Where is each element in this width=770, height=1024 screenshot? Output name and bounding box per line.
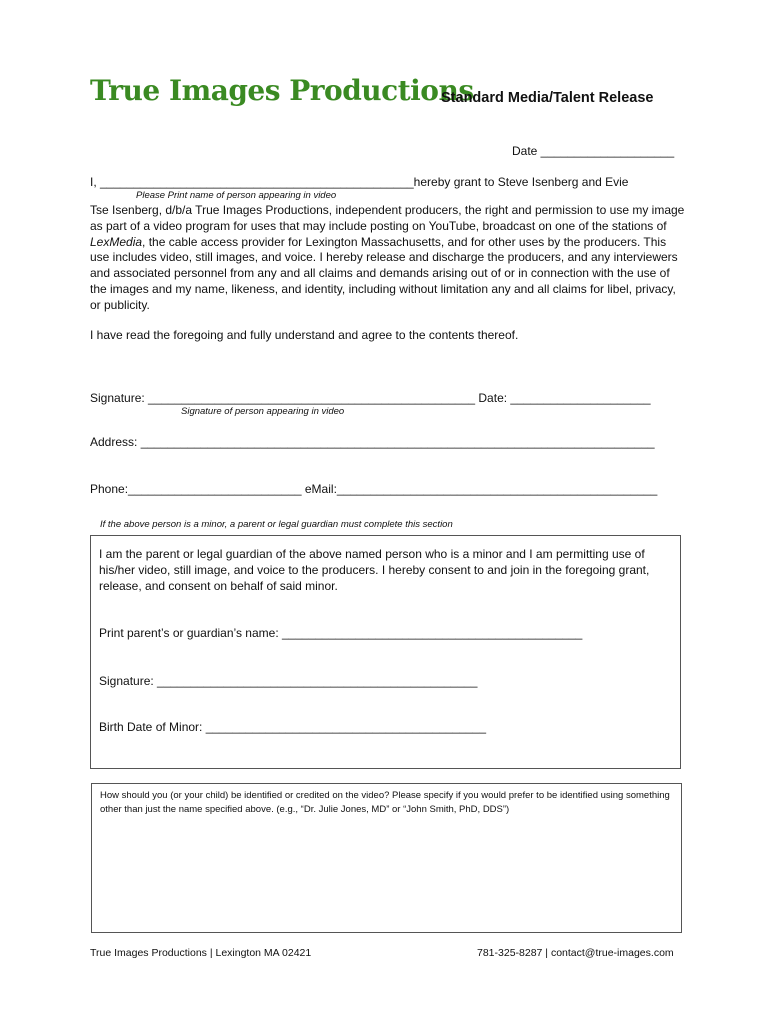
signature-date-field[interactable]: Signature: _________________________________________________ Date: _____________________: [90, 391, 651, 405]
date-field[interactable]: Date ____________________: [512, 144, 675, 158]
grantor-name-note: Please Print name of person appearing in video: [136, 190, 337, 201]
signature-note: Signature of person appearing in video: [181, 406, 345, 417]
guardian-name-field[interactable]: Print parent’s or guardian’s name: _____________________________________________: [99, 626, 583, 640]
credit-question: How should you (or your child) be identified or credited on the video? Please specify if you would prefer to be identified using something other than just the name specified above. (e.g., “Dr. Julie Jones, MD” or “John Smith, PhD, DDS”): [100, 790, 670, 815]
acknowledgement-text: I have read the foregoing and fully understand and agree to the contents thereof.: [90, 328, 519, 342]
guardian-signature-field[interactable]: Signature: ________________________________________________: [99, 674, 478, 688]
minor-section-note: If the above person is a minor, a parent or legal guardian must complete this section: [100, 519, 453, 530]
footer-left: True Images Productions | Lexington MA 02421: [90, 947, 312, 959]
grantor-name-field[interactable]: I, _______________________________________________hereby grant to Steve Isenberg and Evie: [90, 175, 629, 189]
release-text-2: , the cable access provider for Lexington Massachusetts, and for other uses by the producers. This use includes video, still images, and voice. I hereby release and discharge the producers, and any interviewers and associated personnel from any and all claims and demands arising out of or in connection with the use of the images and my name, likeness, and identity, including without limitation any and all claims for libel, privacy, or publicity.: [90, 234, 678, 312]
guardian-statement: I am the parent or legal guardian of the above named person who is a minor and I am permitting use of his/her video, still image, and voice to the producers. I hereby consent to and join in the foregoing grant, release, and consent on behalf of said minor.: [99, 547, 650, 593]
address-field[interactable]: Address: _____________________________________________________________________________: [90, 435, 655, 449]
release-paragraph: [90, 203, 686, 314]
release-text-1: Tse Isenberg, d/b/a True Images Productions, independent producers, the right and permission to use my image as part of a video program for uses that may include posting on YouTube, broadcast on one of the stations of: [90, 203, 685, 233]
minor-birth-date-field[interactable]: Birth Date of Minor: __________________________________________: [99, 720, 487, 734]
brand-logo-text: True Images Productions: [90, 74, 474, 107]
document-title: Standard Media/Talent Release: [441, 90, 654, 106]
footer-right: 781-325-8287 | contact@true-images.com: [477, 947, 674, 959]
phone-email-field[interactable]: Phone:__________________________ eMail:________________________________________________: [90, 482, 658, 496]
lexmedia-emphasis: LexMedia: [90, 234, 143, 249]
